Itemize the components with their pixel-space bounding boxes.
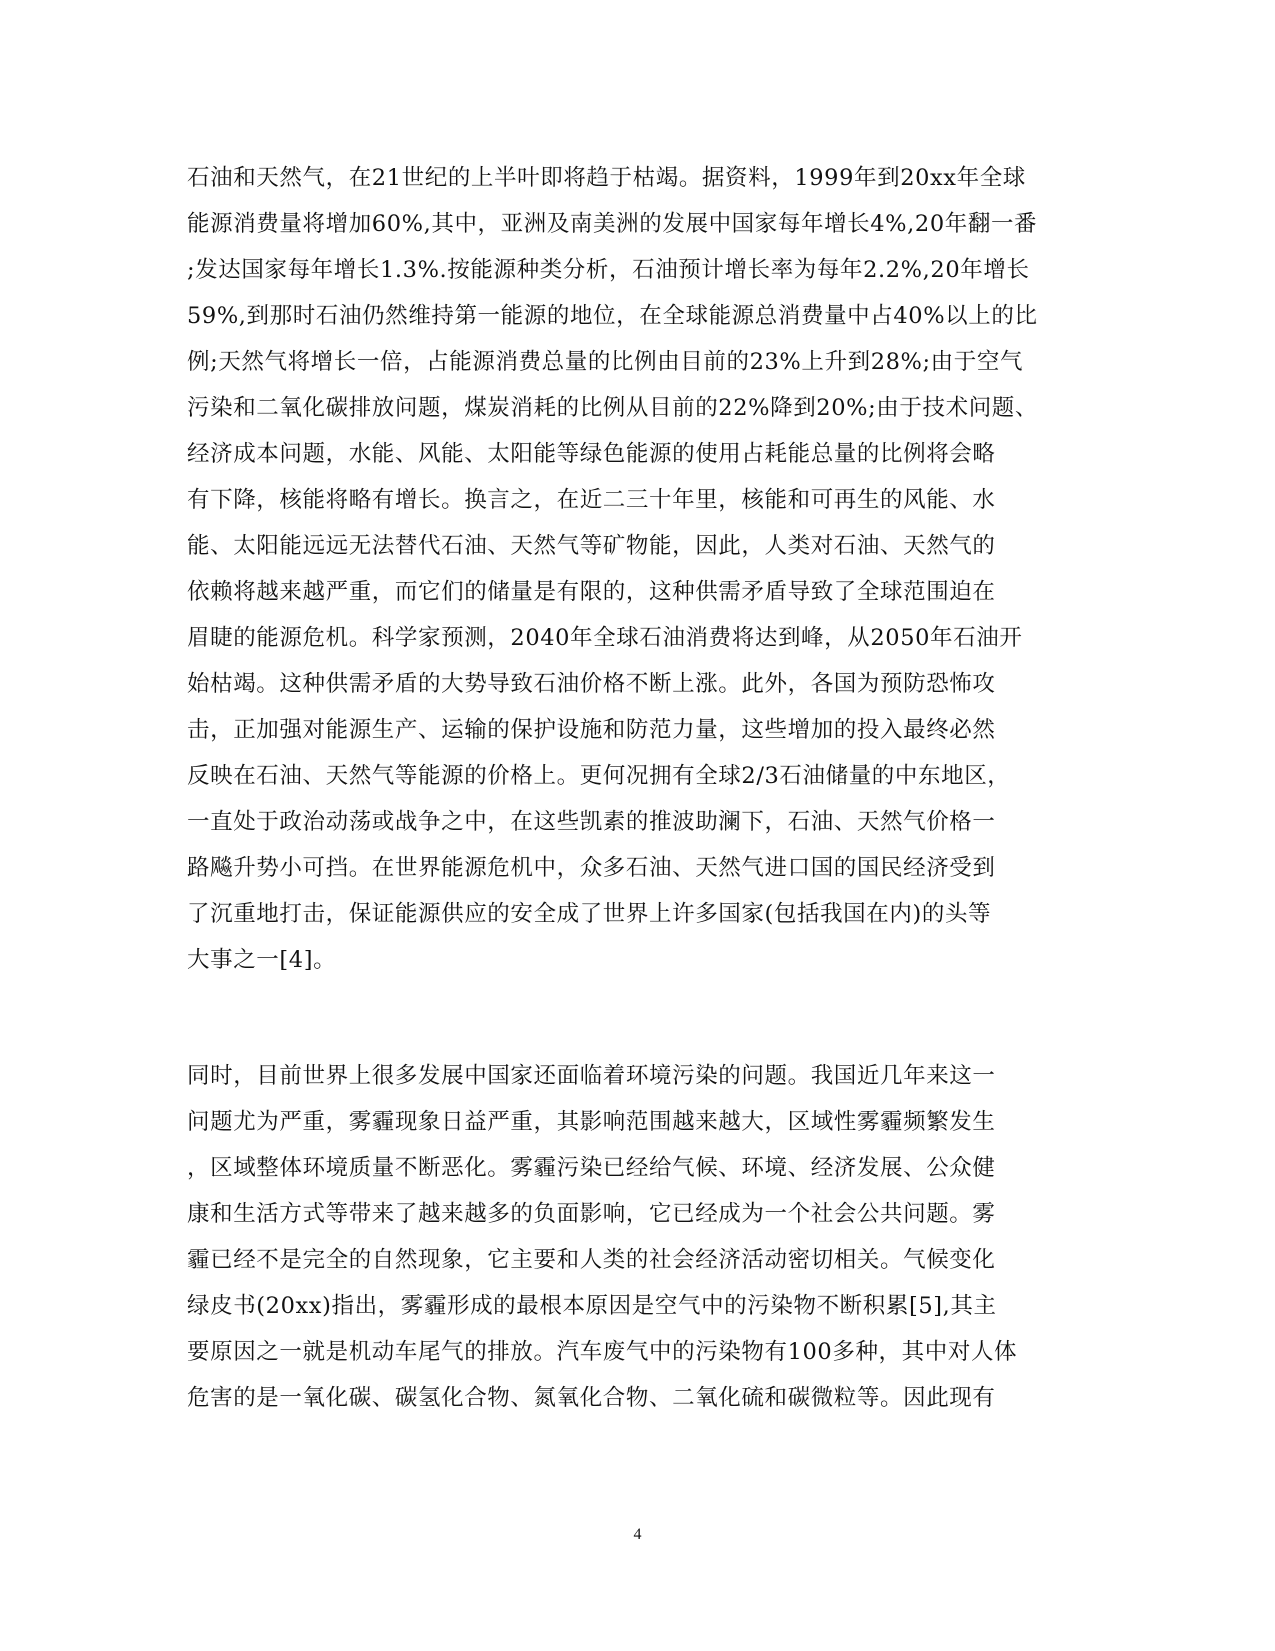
text-line: 有下降，核能将略有增长。换言之，在近二三十年里，核能和可再生的风能、水 bbox=[187, 487, 996, 513]
text-line: 始枯竭。这种供需矛盾的大势导致石油价格不断上涨。此外，各国为预防恐怖攻 bbox=[187, 671, 996, 697]
text-line: 能、太阳能远远无法替代石油、天然气等矿物能，因此，人类对石油、天然气的 bbox=[187, 533, 996, 559]
text-line: 依赖将越来越严重，而它们的储量是有限的，这种供需矛盾导致了全球范围迫在 bbox=[187, 579, 996, 605]
text-line: 59%,到那时石油仍然维持第一能源的地位，在全球能源总消费量中占40%以上的比 bbox=[187, 303, 1038, 329]
text-line: 要原因之一就是机动车尾气的排放。汽车废气中的污染物有100多种，其中对人体 bbox=[187, 1339, 1018, 1365]
text-line: 问题尤为严重，雾霾现象日益严重，其影响范围越来越大，区域性雾霾频繁发生 bbox=[187, 1109, 996, 1135]
text-line: 击，正加强对能源生产、运输的保护设施和防范力量，这些增加的投入最终必然 bbox=[187, 717, 996, 743]
text-line: 霾已经不是完全的自然现象，它主要和人类的社会经济活动密切相关。气候变化 bbox=[187, 1247, 996, 1273]
text-line: 了沉重地打击，保证能源供应的安全成了世界上许多国家(包括我国在内)的头等 bbox=[187, 901, 992, 927]
text-line: ;发达国家每年增长1.3%.按能源种类分析，石油预计增长率为每年2.2%,20年增长 bbox=[187, 257, 1030, 283]
page-number: 4 bbox=[633, 1526, 642, 1543]
text-line: 康和生活方式等带来了越来越多的负面影响，它已经成为一个社会公共问题。雾 bbox=[187, 1201, 996, 1227]
text-line: 例;天然气将增长一倍，占能源消费总量的比例由目前的23%上升到28%;由于空气 bbox=[187, 349, 1024, 375]
text-line: 同时，目前世界上很多发展中国家还面临着环境污染的问题。我国近几年来这一 bbox=[187, 1063, 996, 1089]
text-line: 眉睫的能源危机。科学家预测，2040年全球石油消费将达到峰，从2050年石油开 bbox=[187, 625, 1023, 651]
text-line: 路飚升势小可挡。在世界能源危机中，众多石油、天然气进口国的国民经济受到 bbox=[187, 855, 996, 881]
text-line: 污染和二氧化碳排放问题，煤炭消耗的比例从目前的22%降到20%;由于技术问题、 bbox=[187, 395, 1039, 421]
text-line: 能源消费量将增加60%,其中，亚洲及南美洲的发展中国家每年增长4%,20年翻一番 bbox=[187, 211, 1038, 237]
paragraph-energy-crisis bbox=[187, 155, 1067, 983]
paragraph-environment-pollution bbox=[187, 1053, 1067, 1421]
text-line: 经济成本问题，水能、风能、太阳能等绿色能源的使用占耗能总量的比例将会略 bbox=[187, 441, 996, 467]
text-line: 危害的是一氧化碳、碳氢化合物、氮氧化合物、二氧化硫和碳微粒等。因此现有 bbox=[187, 1385, 996, 1411]
text-line: 反映在石油、天然气等能源的价格上。更何况拥有全球2/3石油储量的中东地区， bbox=[187, 763, 1011, 789]
text-line: ，区域整体环境质量不断恶化。雾霾污染已经给气候、环境、经济发展、公众健 bbox=[187, 1155, 996, 1181]
text-line: 大事之一[4]。 bbox=[187, 947, 337, 973]
text-line: 绿皮书(20xx)指出，雾霾形成的最根本原因是空气中的污染物不断积累[5],其主 bbox=[187, 1293, 997, 1319]
text-line: 石油和天然气，在21世纪的上半叶即将趋于枯竭。据资料，1999年到20xx年全球 bbox=[187, 165, 1026, 191]
text-line: 一直处于政治动荡或战争之中，在这些凯素的推波助澜下，石油、天然气价格一 bbox=[187, 809, 996, 835]
